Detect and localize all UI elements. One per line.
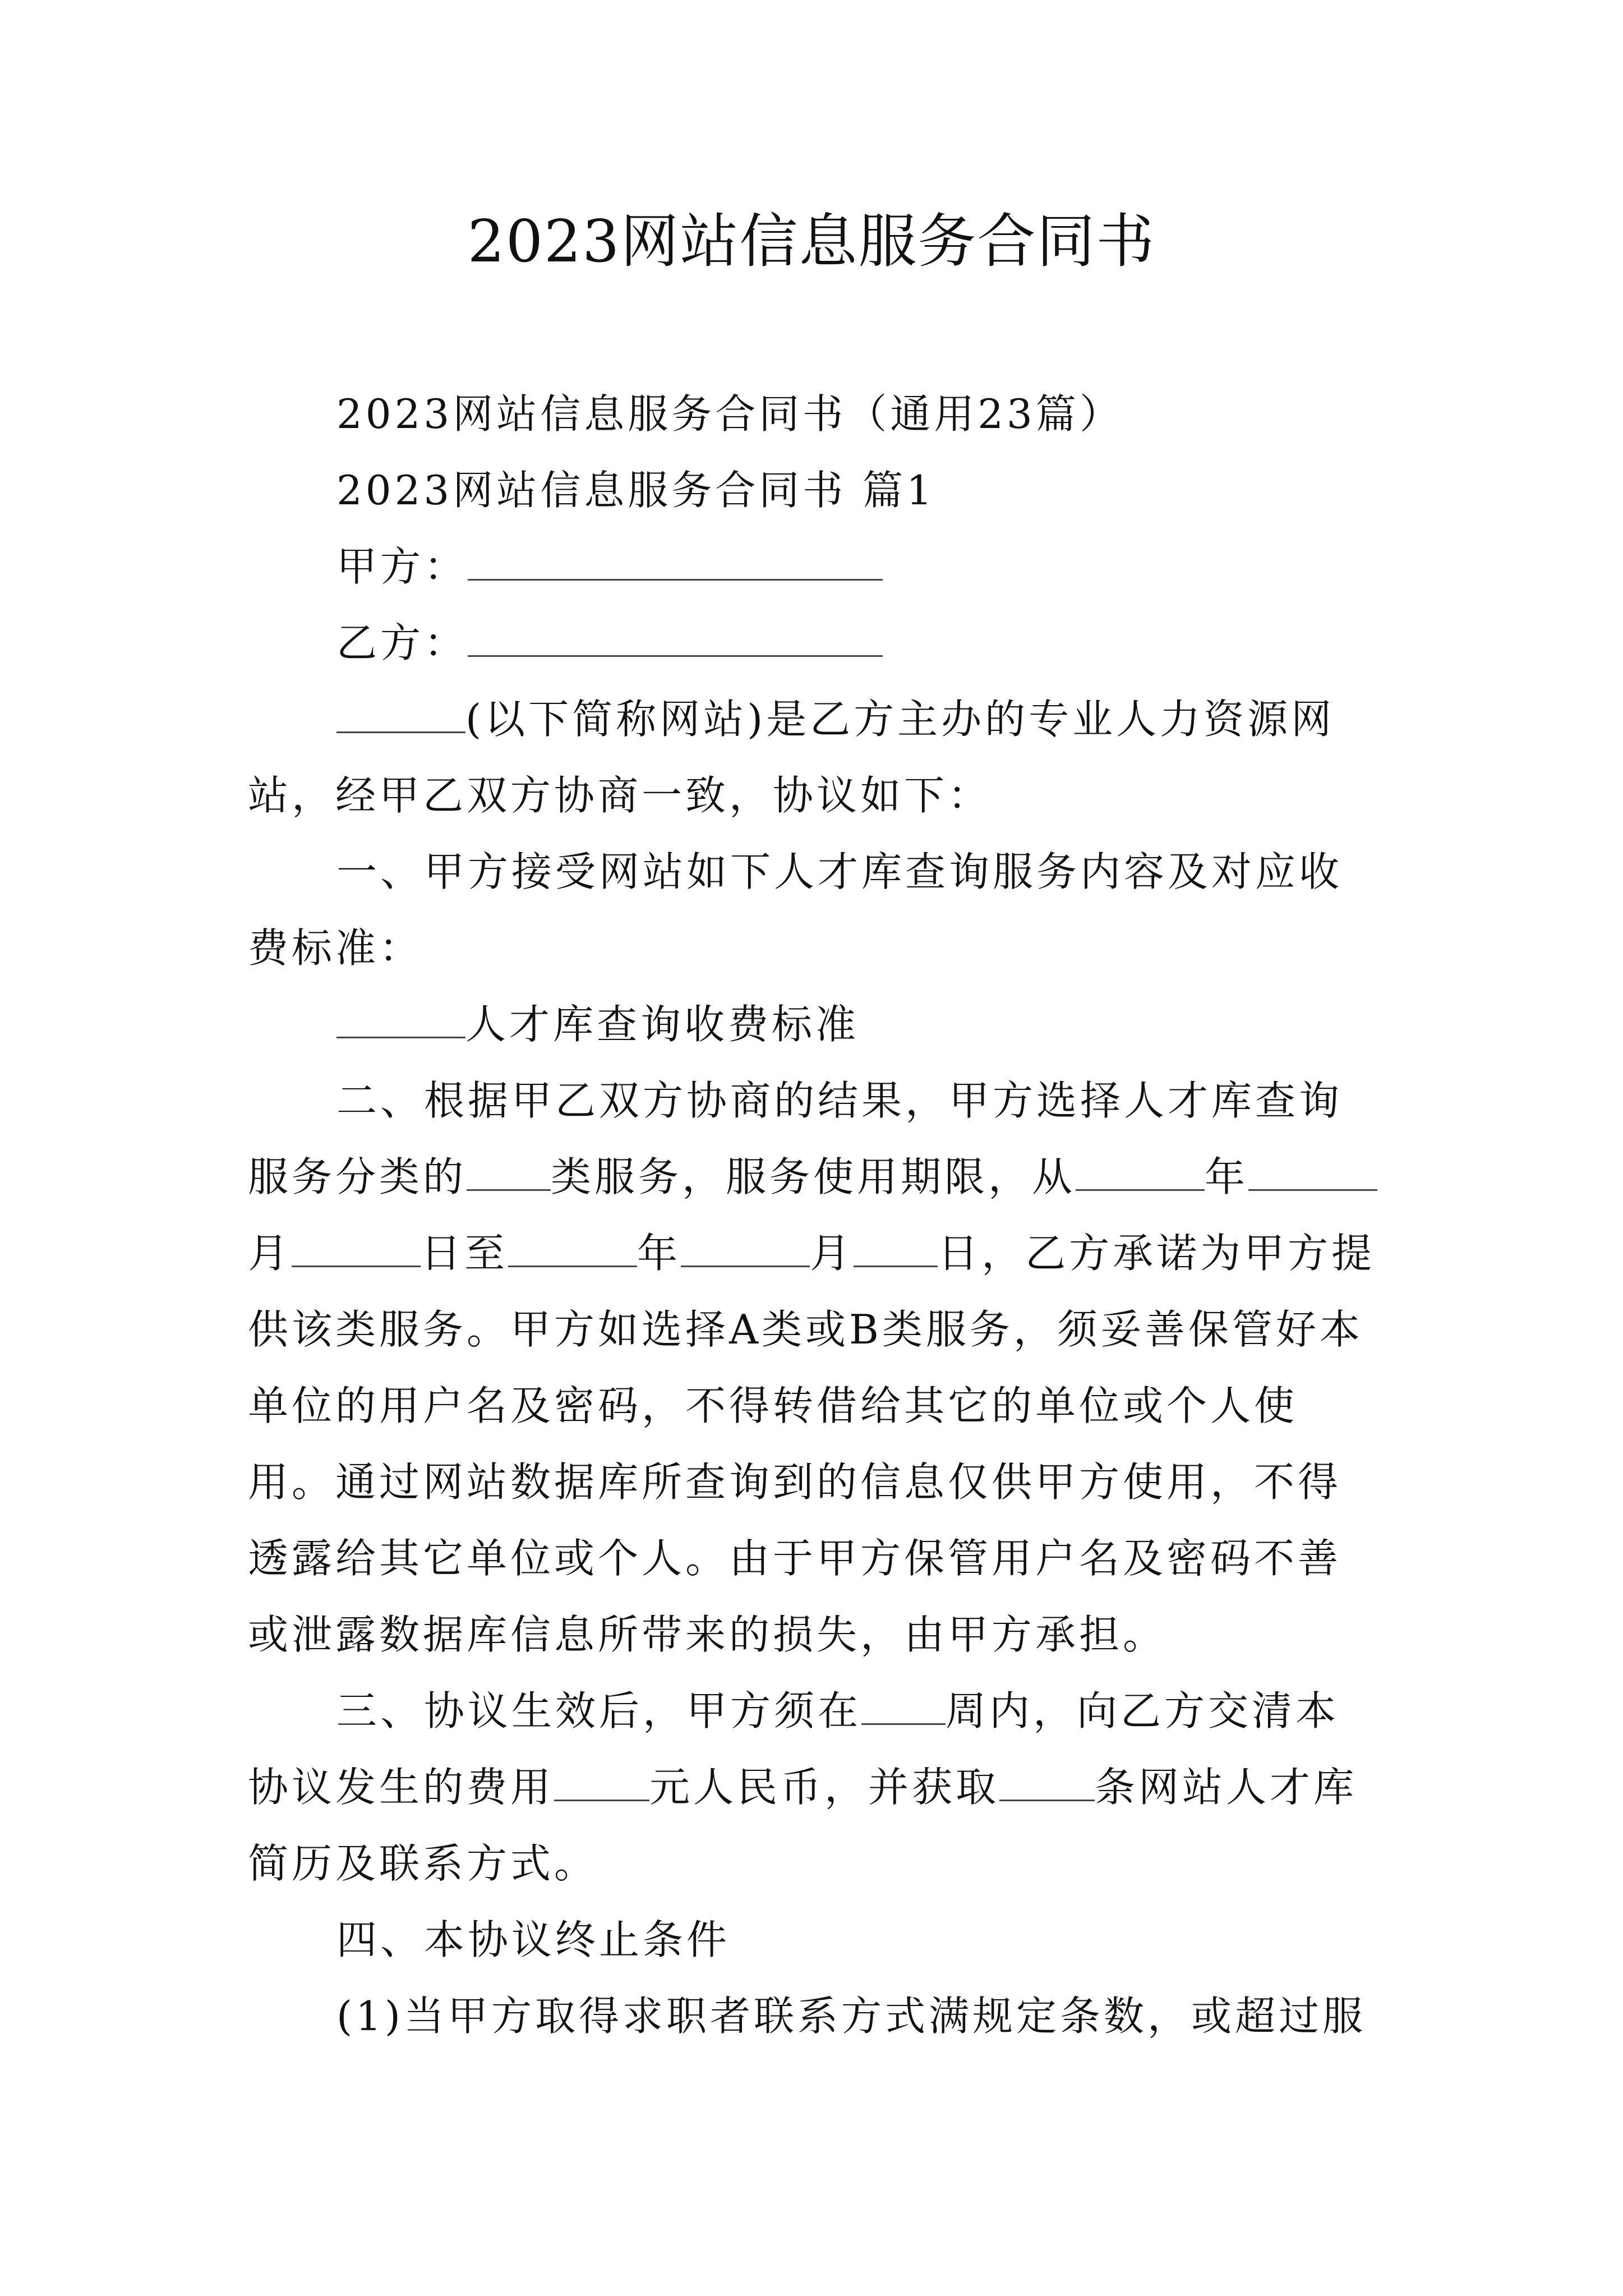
service-class-blank xyxy=(467,1156,551,1191)
document-title: 2023网站信息服务合同书 xyxy=(467,207,1156,275)
clause-2-text-2: 类服务，服务使用期限，从 xyxy=(551,1153,1076,1200)
fee-standard-blank xyxy=(336,1003,465,1038)
subtitle: 2023网站信息服务合同书（通用23篇） xyxy=(336,390,1123,438)
end-day-blank xyxy=(854,1232,938,1267)
start-month-blank xyxy=(1248,1156,1377,1191)
clause-2-text-5: 日至 xyxy=(421,1230,509,1277)
clause-1-sub-text: 人才库查询收费标准 xyxy=(465,1001,860,1048)
start-day-blank xyxy=(292,1232,421,1267)
clause-2-text-8: 日，乙方承诺为甲方提供该类服务。甲方如选择A类或B类服务，须妥善保管好本单位的用户名及密码，不得转借给其它的单位或个人使用。通过网站数据库所查询到的信息仅供甲方使用，不得透露给其它单位或个人。由于甲方保管用户名及密码不善或泄露数据库信息所带来的损失，由甲方承担。 xyxy=(248,1230,1376,1658)
clause-2-text-7: 月 xyxy=(810,1230,854,1277)
intro-text: (以下简称网站)是乙方主办的专业人力资源网站，经甲乙双方协商一致，协议如下： xyxy=(248,696,1335,819)
clause-3-text-2: 周内，向乙方交清本协议发生的费用 xyxy=(248,1687,1340,1811)
resume-count-blank xyxy=(999,1766,1095,1801)
party-a-blank xyxy=(468,545,883,581)
amount-blank xyxy=(554,1766,649,1801)
party-a-label: 甲方： xyxy=(336,543,468,590)
end-month-blank xyxy=(681,1232,810,1267)
clause-2-text-1: 二、根据甲乙双方协商的结果，甲方选择人才库查询服务分类的 xyxy=(248,1077,1343,1200)
party-b-blank xyxy=(468,622,883,657)
clause-2-text-3: 年 xyxy=(1205,1153,1249,1200)
website-name-blank xyxy=(336,698,465,733)
section-heading: 2023网站信息服务合同书 篇1 xyxy=(336,467,935,514)
party-b-label: 乙方： xyxy=(336,619,468,666)
clause-2-text-6: 年 xyxy=(637,1230,681,1277)
clause-1: 一、甲方接受网站如下人才库查询服务内容及对应收费标准： xyxy=(248,848,1343,972)
party-a-line xyxy=(248,528,1381,605)
clause-4: 四、本协议终止条件 xyxy=(336,1916,731,1963)
party-b-line xyxy=(248,605,1381,681)
end-year-blank xyxy=(508,1232,637,1267)
clause-3-text-1: 三、协议生效后，甲方须在 xyxy=(336,1687,862,1734)
clause-4-item-1: (1)当甲方取得求职者联系方式满规定条数，或超过服 xyxy=(336,1993,1366,2040)
clause-3-text-4: 条网站人才库简历及联系方式。 xyxy=(248,1764,1358,1887)
weeks-blank xyxy=(861,1690,946,1725)
clause-3-text-3: 元人民币，并获取 xyxy=(649,1764,1000,1811)
clause-1-sub xyxy=(248,986,1381,1062)
intro-paragraph xyxy=(248,681,1381,834)
clause-3 xyxy=(248,1673,1381,1902)
clause-2-text-4: 月 xyxy=(248,1230,292,1277)
document-body xyxy=(248,376,1381,2054)
start-year-blank xyxy=(1076,1156,1205,1191)
clause-2 xyxy=(248,1062,1381,1673)
